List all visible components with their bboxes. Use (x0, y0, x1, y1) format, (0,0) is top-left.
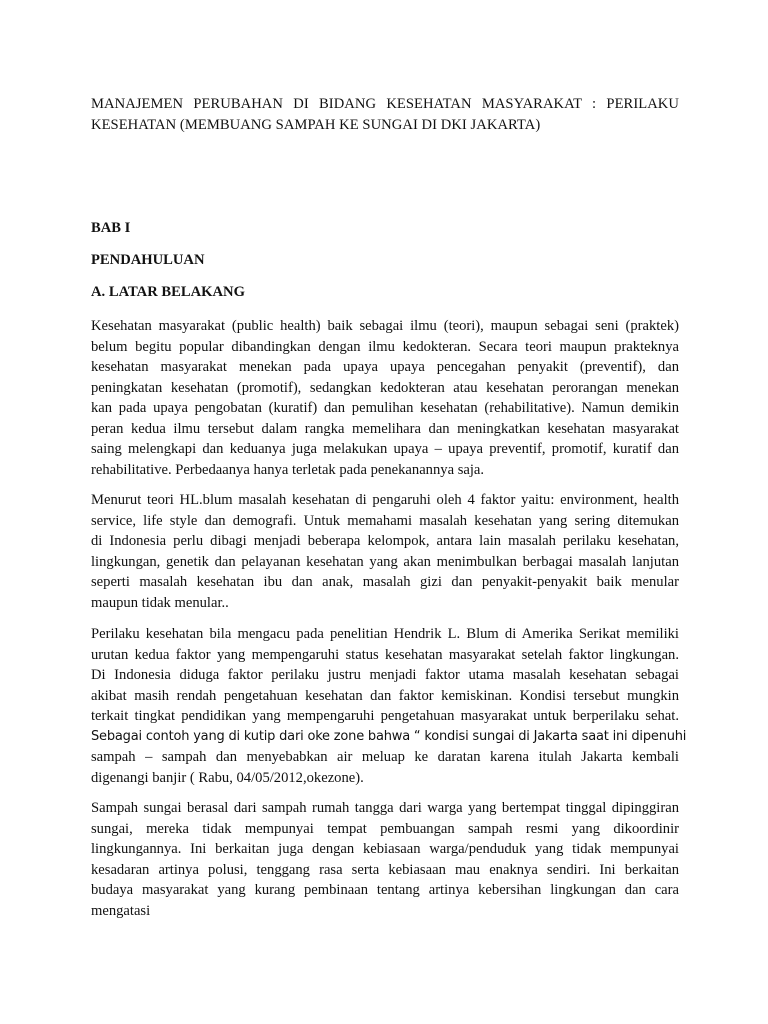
paragraph-line: peningkatan kesehatan (promotif), sedangkan kedokteran atau kesehatan perorangan menekan (91, 379, 679, 396)
paragraph-line: kan pada upaya pengobatan (kuratif) dan pemulihan kesehatan (rehabilitative). Namun demikin (91, 400, 679, 416)
paragraph-line: terkait tingkat pendidikan yang mempengaruhi pengetahuan masyarakat untuk berperilaku sehat. (91, 708, 679, 724)
section-heading: A. LATAR BELAKANG (91, 284, 245, 300)
paragraph-line: lingkungan, genetik dan pelayanan kesehatan yang akan menimbulkan berbagai masalah lanjutan (91, 553, 679, 570)
paragraph-line: budaya masyarakat yang kurang pembinaan tentang artinya kebersihan lingkungan dan cara (91, 882, 679, 898)
paragraph-3 (91, 624, 687, 788)
chapter-heading: BAB I (91, 220, 131, 236)
paragraph-line: peran kedua ilmu tersebut dalam rangka memelihara dan meningkatkan kesehatan masyarakat (91, 420, 679, 437)
title-line: KESEHATAN (MEMBUANG SAMPAH KE SUNGAI DI DKI JAKARTA) (91, 116, 541, 133)
paragraph-line: Di Indonesia diduga faktor perilaku justru menjadi faktor utama masalah kesehatan sebagai (91, 667, 679, 683)
paragraph-line: sampah – sampah dan menyebabkan air meluap ke daratan karena itulah Jakarta kembali (91, 749, 679, 765)
paragraph-4 (91, 798, 679, 921)
paragraph-line: maupun tidak menular.. (91, 594, 229, 611)
title-line: MANAJEMEN PERUBAHAN DI BIDANG KESEHATAN MASYARAKAT : PERILAKU (91, 96, 679, 112)
paragraph-line: Perilaku kesehatan bila mengacu pada penelitian Hendrik L. Blum di Amerika Serikat memiliki (91, 626, 679, 642)
paragraph-line: Menurut teori HL.blum masalah kesehatan di pengaruhi oleh 4 faktor yaitu: environment, health (91, 492, 679, 508)
paragraph-line: lingkungannya. Ini berkaitan juga dengan kebiasaan warga/penduduk yang tidak mempunyai (91, 841, 679, 857)
paragraph-line: digenangi banjir ( Rabu, 04/05/2012,okezone). (91, 769, 364, 786)
paragraph-line: kesehatan masyarakat menekan pada upaya upaya pencegahan penyakit (preventif), dan (91, 359, 679, 375)
paragraph-line: akibat masih rendah pengetahuan kesehatan dan faktor kemiskinan. Kondisi tersebut mungkin (91, 687, 679, 704)
paragraph-line: Sebagai contoh yang di kutip dari oke zone bahwa “ kondisi sungai di Jakarta saat ini dipenuhi (91, 728, 687, 744)
document-title (91, 94, 679, 135)
chapter-title: PENDAHULUAN (91, 252, 205, 268)
paragraph-2 (91, 490, 679, 613)
paragraph-line: rehabilitative. Perbedaanya hanya terletak pada penekanannya saja. (91, 461, 485, 478)
paragraph-1 (91, 316, 679, 480)
paragraph-line: Sampah sungai berasal dari sampah rumah tangga dari warga yang bertempat tinggal dipinggiran (91, 800, 679, 816)
paragraph-line: di Indonesia perlu dibagi menjadi beberapa kelompok, antara lain masalah perilaku kesehatan, (91, 533, 679, 549)
paragraph-line: service, life style dan demografi. Untuk memahami masalah kesehatan yang sering ditemukan (91, 512, 679, 529)
paragraph-line: mengatasi (91, 902, 151, 919)
paragraph-line: sungai, mereka tidak mempunyai tempat pembuangan sampah resmi yang dikoordinir (91, 820, 679, 837)
paragraph-line: saing melengkapi dan keduanya juga melakukan upaya – upaya preventif, promotif, kuratif dan (91, 441, 679, 457)
paragraph-line: Kesehatan masyarakat (public health) baik sebagai ilmu (teori), maupun sebagai seni (praktek) (91, 318, 679, 334)
paragraph-line: seperti masalah kesehatan ibu dan anak, masalah gizi dan penyakit-penyakit baik menular (91, 574, 679, 590)
paragraph-line: kesadaran artinya polusi, tenggang rasa serta kebiasaan mau enaknya sendiri. Ini berkaitan (91, 861, 679, 878)
paragraph-line: urutan kedua faktor yang mempengaruhi status kesehatan masyarakat setelah faktor lingkungan. (91, 646, 679, 663)
paragraph-line: belum begitu popular dibandingkan dengan ilmu kedokteran. Secara teori maupun prakteknya (91, 338, 679, 355)
